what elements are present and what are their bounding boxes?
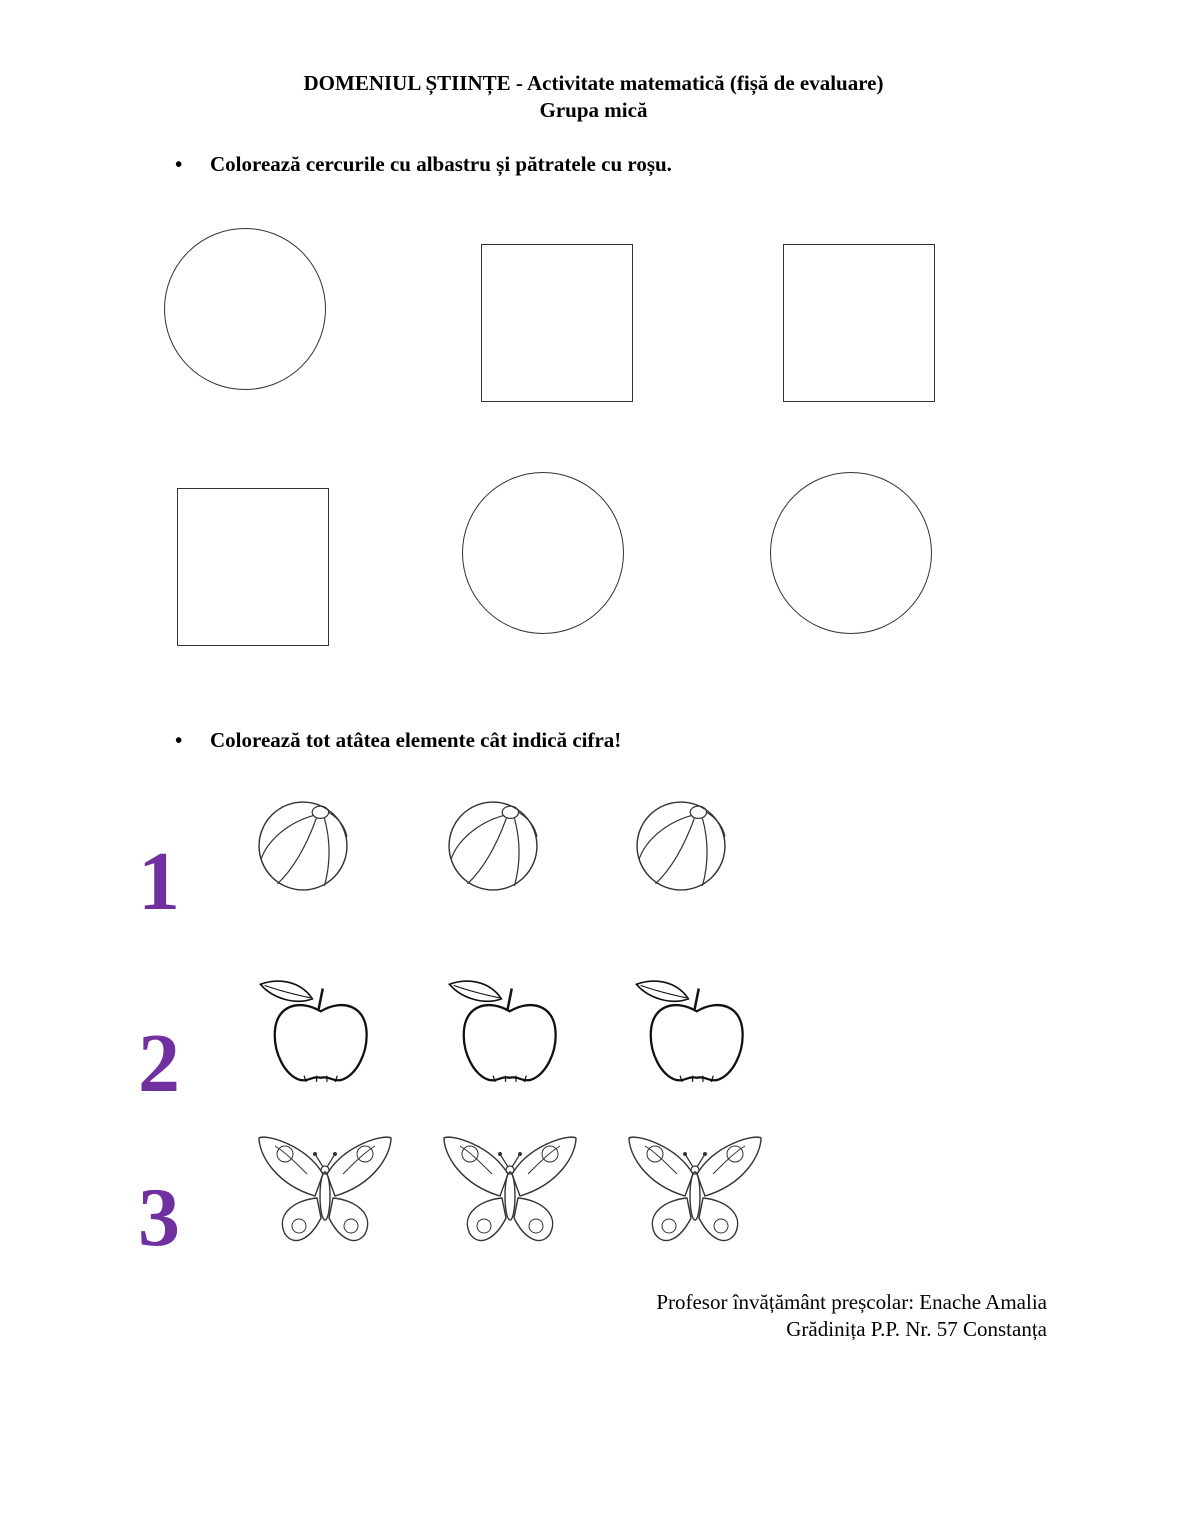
instruction-shapes-text: Colorează cercurile cu albastru și pătratele cu roșu. — [210, 152, 672, 176]
digit-three: 3 — [138, 1171, 180, 1264]
digit-two: 2 — [138, 1017, 180, 1110]
instruction-counting-text: Colorează tot atâtea elemente cât indică cifra! — [210, 728, 622, 752]
shape-square[interactable] — [481, 244, 633, 402]
butterfly-icon[interactable] — [439, 1134, 581, 1246]
group-subtitle: Grupa mică — [539, 98, 648, 122]
instruction-counting — [175, 728, 621, 753]
shape-square[interactable] — [177, 488, 329, 646]
ball-icon[interactable] — [447, 800, 539, 892]
ball-icon[interactable] — [635, 800, 727, 892]
footer-teacher: Profesor învățământ preșcolar: Enache Amalia — [656, 1290, 1047, 1314]
ball-icon[interactable] — [257, 800, 349, 892]
shape-circle[interactable] — [462, 472, 624, 634]
bullet-icon: • — [175, 152, 183, 176]
footer-school: Grădinița P.P. Nr. 57 Constanța — [786, 1317, 1047, 1341]
instruction-shapes — [175, 152, 672, 177]
apple-icon[interactable] — [258, 976, 373, 1084]
apple-icon[interactable] — [447, 976, 562, 1084]
shape-circle[interactable] — [164, 228, 326, 390]
apple-icon[interactable] — [634, 976, 749, 1084]
shape-circle[interactable] — [770, 472, 932, 634]
bullet-icon: • — [175, 728, 183, 752]
butterfly-icon[interactable] — [624, 1134, 766, 1246]
page-title: DOMENIUL ȘTIINȚE - Activitate matematică (fișă de evaluare) — [303, 71, 884, 95]
butterfly-icon[interactable] — [254, 1134, 396, 1246]
shape-square[interactable] — [783, 244, 935, 402]
digit-one: 1 — [138, 835, 180, 928]
